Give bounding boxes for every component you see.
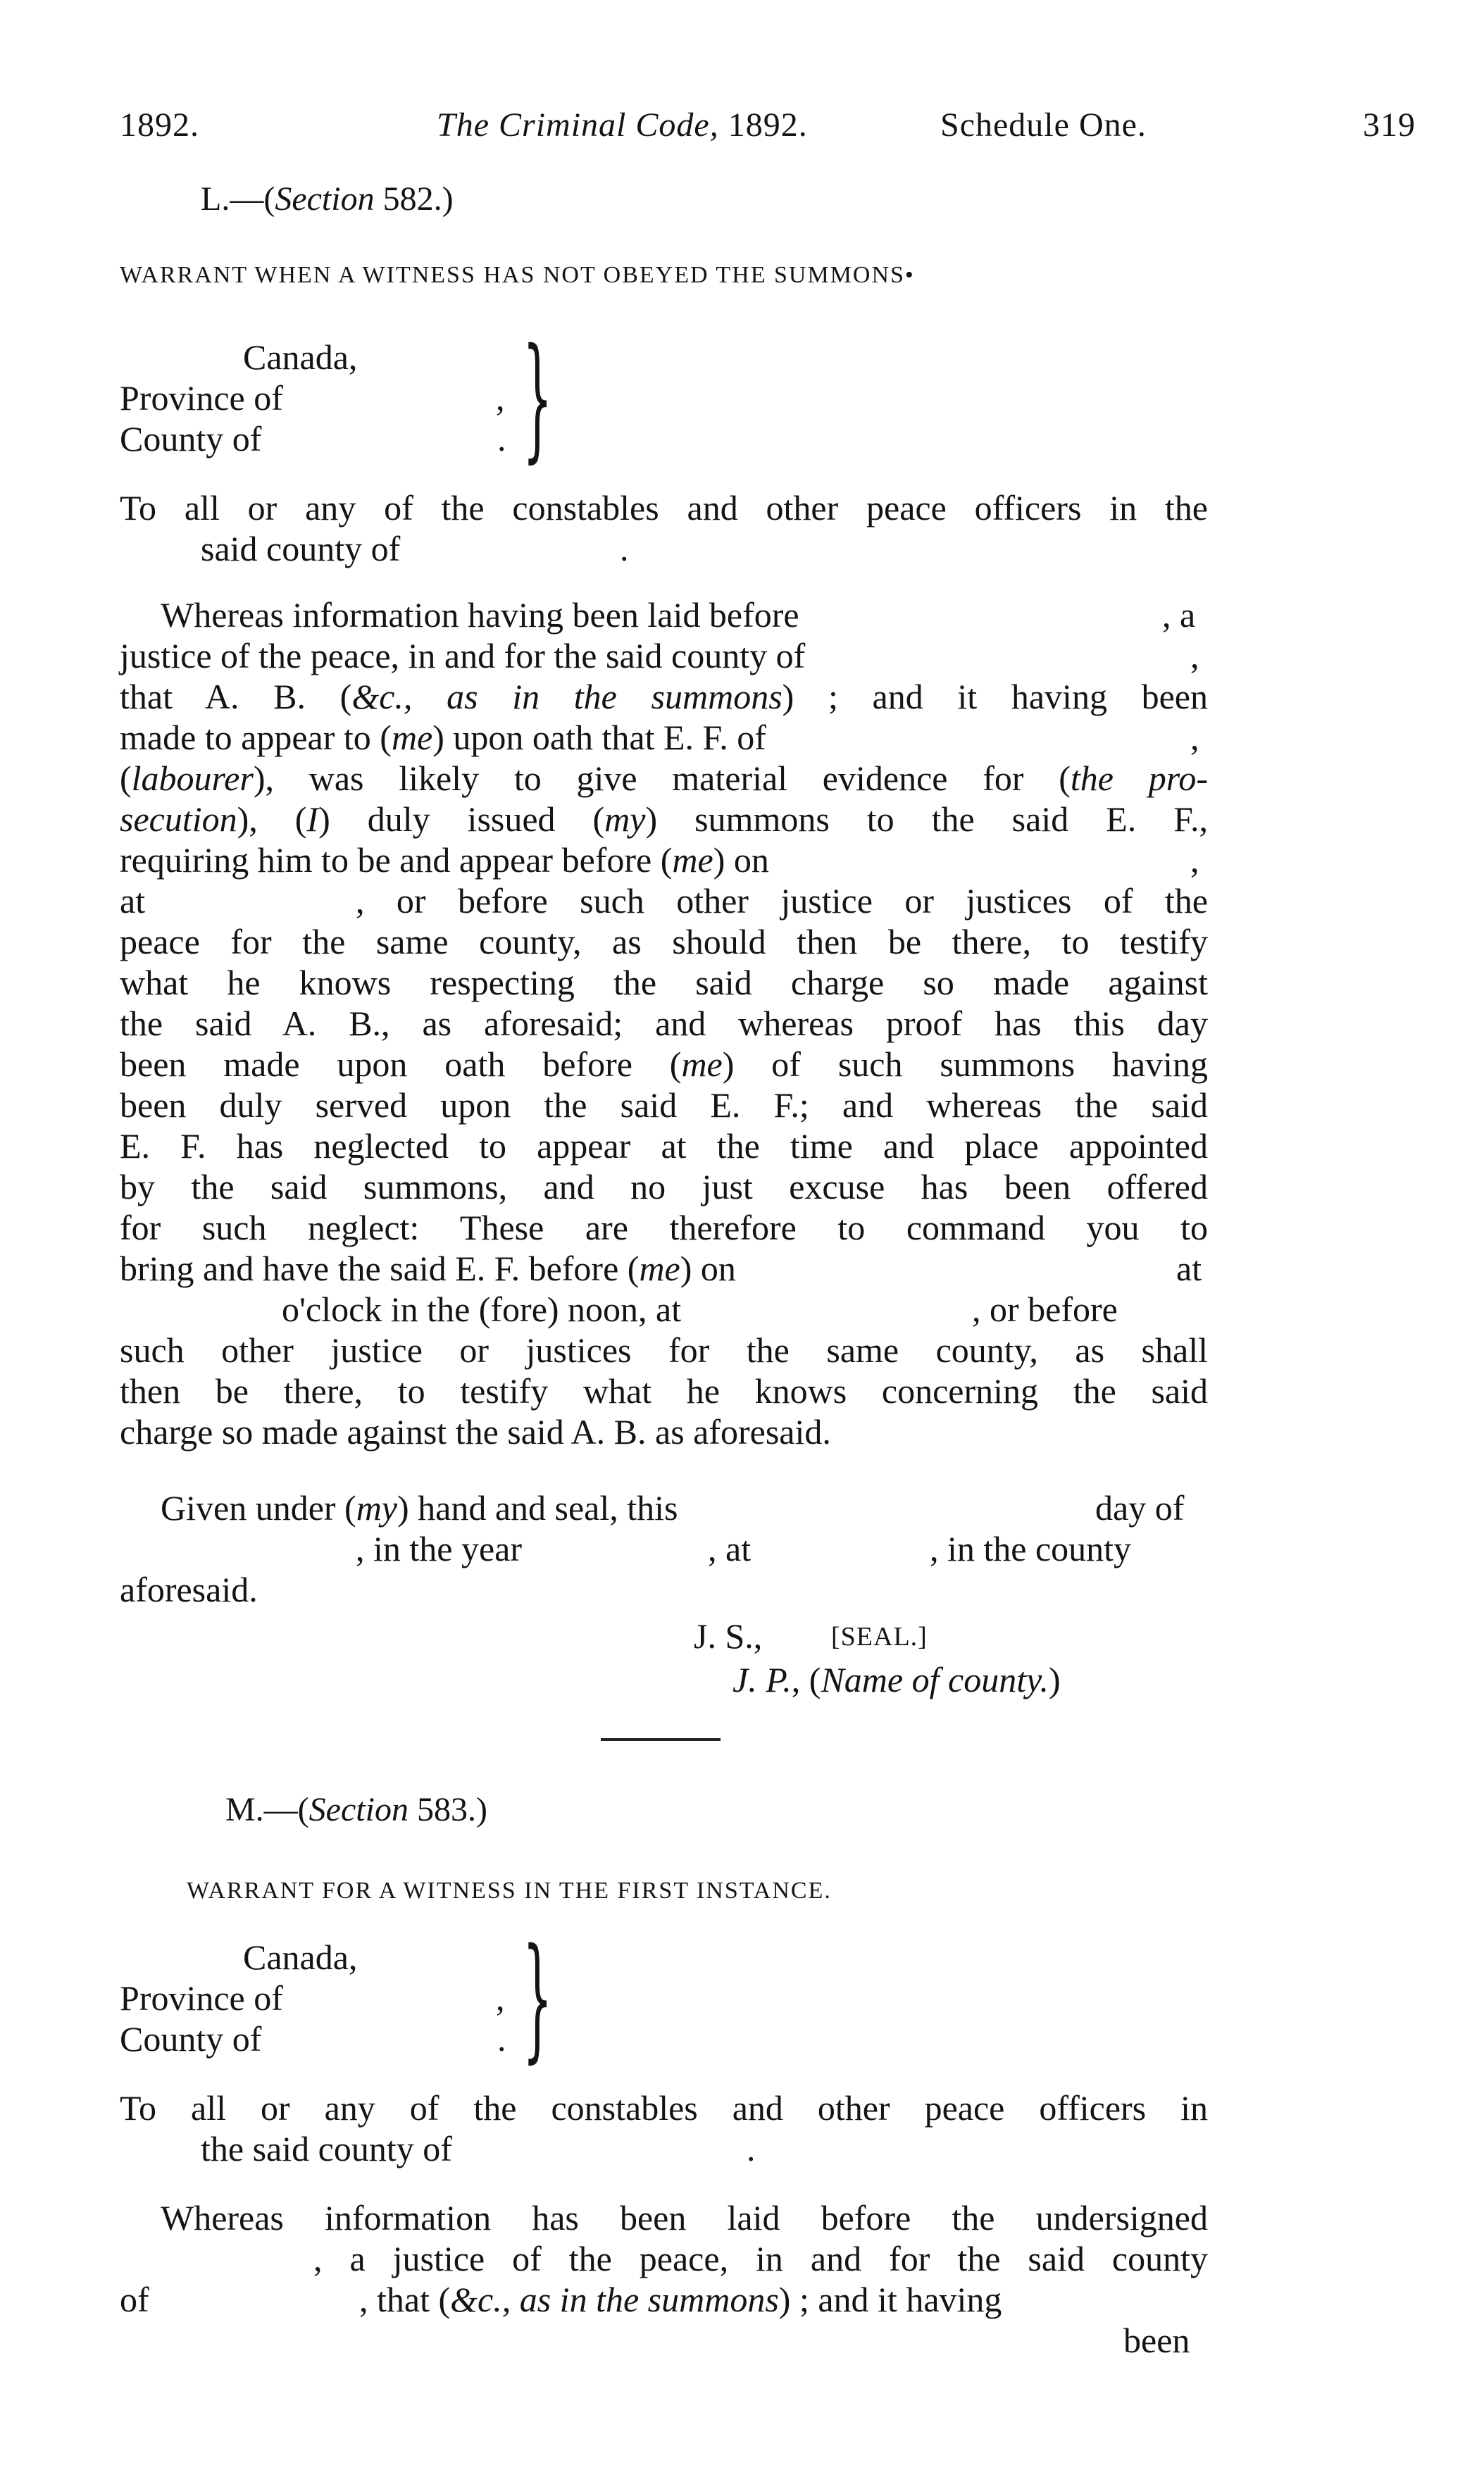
form-l-body-line: what he knows respecting the said charge so made against [120, 963, 1208, 1002]
form-l-body-line: the said A. B., as aforesaid; and whereas proof has this day [120, 1004, 1208, 1043]
form-l-venue-province: Province of [120, 378, 283, 418]
form-m-venue-comma: , [496, 1978, 505, 2018]
form-l-body-line-end: , or before such other justice or justices of the [356, 881, 1208, 920]
form-l-section-number: 582.) [382, 180, 454, 218]
header-schedule: Schedule One. [940, 106, 1147, 144]
form-l-address-end: . [620, 529, 629, 568]
form-l-jp: J. P., (Name of county.) [732, 1660, 1061, 1699]
form-l-body-line: by the said summons, and no just excuse has been offered [120, 1167, 1208, 1206]
form-m-address-line-1: To all or any of the constables and other peace officers in [120, 2088, 1208, 2128]
form-m-section [225, 1790, 487, 1829]
form-l-venue-period: . [497, 419, 506, 458]
form-l-body-line: made to appear to (me) upon oath that E. F. of [120, 718, 766, 757]
form-l-venue-brace: } [523, 320, 553, 475]
header-year: 1892. [120, 106, 199, 144]
form-l-body-line: bring and have the said E. F. before (me) on [120, 1249, 736, 1288]
form-m-section-word: Section [308, 1791, 409, 1828]
form-l-given-line-1: Given under (my) hand and seal, this [161, 1488, 678, 1528]
form-m-section-number: 583.) [416, 1791, 487, 1828]
form-l-given-at: , at [708, 1529, 752, 1568]
form-l-address-line-2: said county of [201, 529, 401, 568]
form-l-body-line: secution), (I) duly issued (my) summons to the said E. F., [120, 799, 1208, 839]
form-m-body-line: , that (&c., as in the summons) ; and it having [359, 2280, 1002, 2319]
form-m-body-line: of [120, 2280, 149, 2319]
form-m-body-line: , a justice of the peace, in and for the said county [313, 2239, 1208, 2278]
form-m-venue-county: County of [120, 2019, 262, 2059]
form-l-body-line-end: at [1176, 1249, 1202, 1288]
form-l-body-line: for such neglect: These are therefore to command you to [120, 1208, 1208, 1247]
form-l-body-line: E. F. has neglected to appear at the time and place appointed [120, 1126, 1208, 1166]
form-l-body-line: requiring him to be and appear before (me) on [120, 840, 769, 880]
form-l-signature: J. S., [694, 1616, 763, 1656]
form-l-body-line-end: , or before [972, 1290, 1118, 1329]
form-l-body-line: such other justice or justices for the same county, as shall [120, 1330, 1208, 1370]
form-l-given-county: , in the county [930, 1529, 1132, 1568]
form-m-body-line: been [1123, 2321, 1190, 2360]
form-l-venue-canada: Canada, [243, 337, 358, 377]
page-number: 319 [1363, 106, 1416, 144]
header-title-year: 1892. [728, 106, 808, 144]
form-l-section-word: Section [275, 180, 375, 218]
form-l-body-line: been made upon oath before (me) of such summons having [120, 1044, 1208, 1084]
form-l-body-line: that A. B. (&c., as in the summons) ; and it having been [120, 677, 1208, 716]
form-l-heading: WARRANT WHEN A WITNESS HAS NOT OBEYED THE SUMMONS• [120, 262, 915, 288]
form-m-address-end: . [747, 2129, 756, 2168]
form-l-body-line-end: , [1190, 636, 1199, 675]
form-l-body-line: Whereas information having been laid before [161, 595, 799, 635]
form-l-given-day-of: day of [1095, 1488, 1185, 1528]
form-l-body-line: (labourer), was likely to give material evidence for (the pro- [120, 759, 1208, 798]
form-l-body-line: been duly served upon the said E. F.; and whereas the said [120, 1085, 1208, 1125]
form-l-body-line: peace for the same county, as should then be there, to testify [120, 922, 1208, 961]
form-l-address-line-1: To all or any of the constables and other peace officers in the [120, 488, 1208, 528]
form-m-venue-brace: } [523, 1920, 553, 2076]
form-l-venue-county: County of [120, 419, 262, 458]
form-l-seal: [SEAL.] [831, 1622, 928, 1652]
form-m-venue-canada: Canada, [243, 1937, 358, 1977]
form-l-section [201, 180, 454, 218]
form-l-body-line-end: , [1190, 718, 1199, 757]
form-l-given-year: , in the year [356, 1529, 523, 1568]
form-m-letter: M.—( [225, 1791, 309, 1828]
section-divider [601, 1738, 721, 1741]
form-m-venue-province: Province of [120, 1978, 283, 2018]
form-l-body-line-end: , [1190, 840, 1199, 880]
form-l-letter: L.—( [201, 180, 275, 218]
form-m-venue-period: . [497, 2019, 506, 2059]
form-l-body-line: o'clock in the (fore) noon, at [282, 1290, 682, 1329]
form-l-body-line: justice of the peace, in and for the said county of [120, 636, 806, 675]
form-l-body-line: charge so made against the said A. B. as aforesaid. [120, 1412, 831, 1452]
form-m-heading: WARRANT FOR A WITNESS IN THE FIRST INSTANCE. [187, 1878, 832, 1904]
form-l-body-line: at [120, 881, 146, 920]
form-l-venue-comma: , [496, 378, 505, 418]
form-l-body-line: then be there, to testify what he knows concerning the said [120, 1371, 1208, 1411]
header-title-italic: The Criminal Code, [437, 106, 719, 144]
form-m-body-line: Whereas information has been laid before the undersigned [161, 2198, 1208, 2238]
header-title [437, 106, 808, 144]
form-l-given-aforesaid: aforesaid. [120, 1570, 258, 1609]
form-m-address-line-2: the said county of [201, 2129, 452, 2168]
form-l-body-line-end: , a [1162, 595, 1196, 635]
